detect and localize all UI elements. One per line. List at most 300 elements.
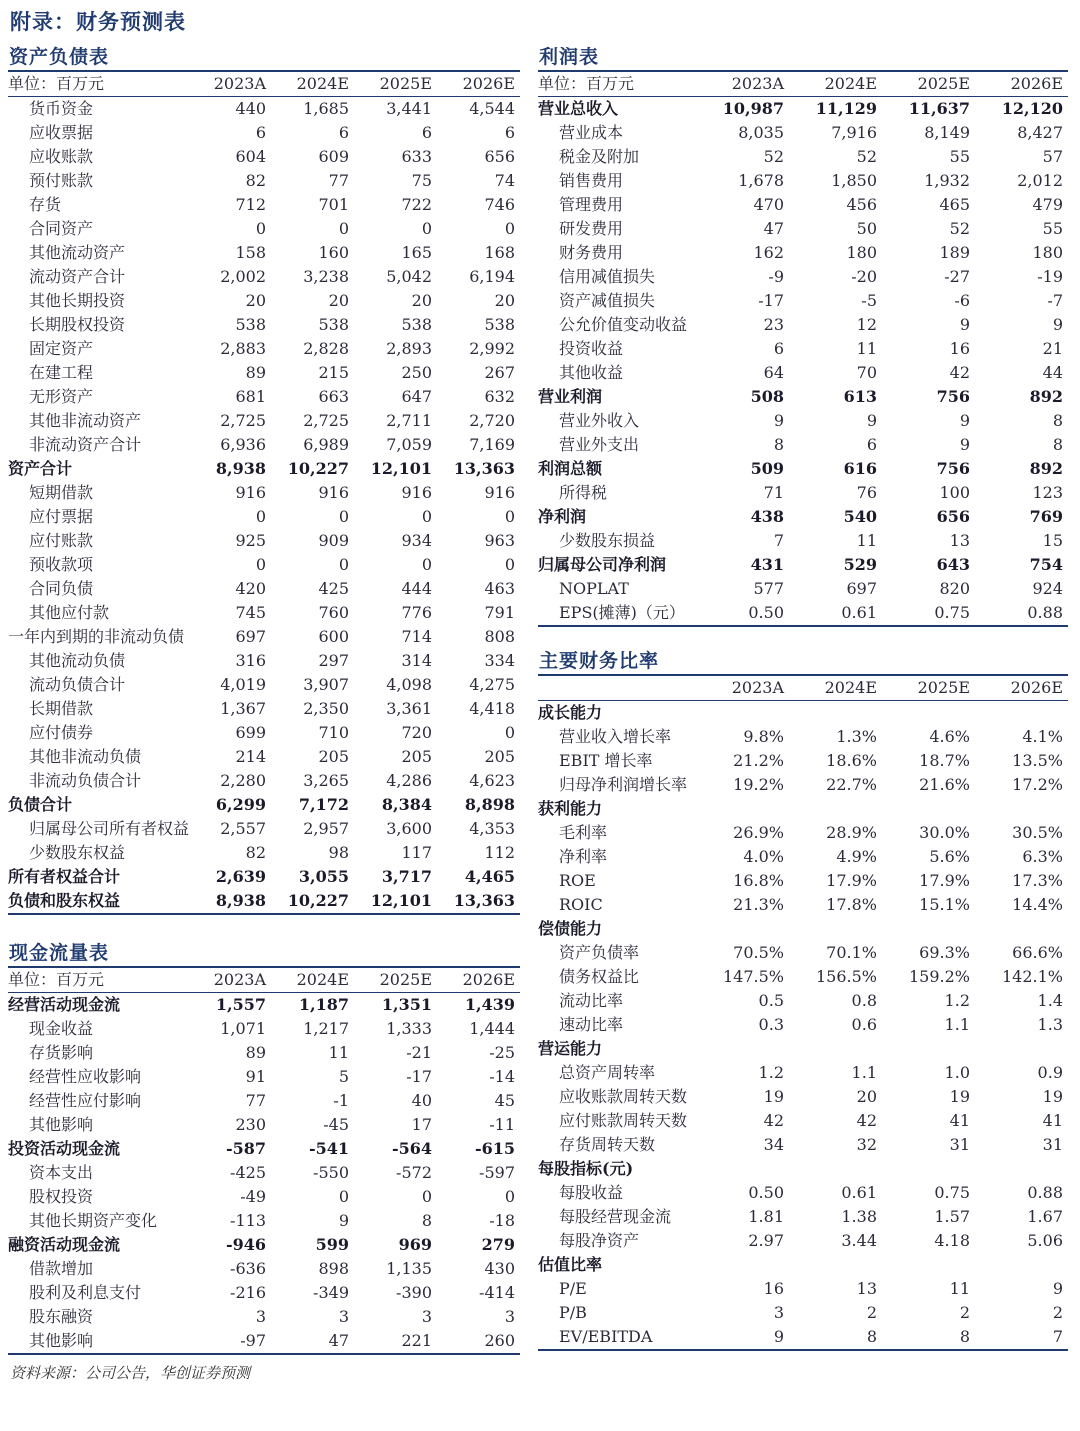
section-row [538,701,1068,726]
row-label: 存货周转天数 [559,1135,656,1154]
row-value: 0.50 [748,603,784,622]
row-value [975,1253,1068,1277]
row-label: 其他长期资产变化 [29,1211,158,1230]
row-value: -636 [230,1259,266,1278]
row-label: 少数股东权益 [29,843,126,862]
row-label: 经营活动现金流 [8,995,121,1014]
row-value: 0 [504,1187,515,1206]
row-value: 4,623 [469,771,515,790]
header-unit-label: 单位：百万元 [8,968,188,993]
row-value: 0 [255,507,266,526]
row-value: 6,936 [220,435,266,454]
table-row [8,793,520,817]
row-value: 20 [494,291,515,310]
row-value: 0 [255,555,266,574]
row-value: 6.3% [1022,847,1063,866]
row-value: 9 [959,315,970,334]
row-value [696,917,789,941]
row-value: 3 [338,1307,349,1326]
row-value: 250 [401,363,432,382]
row-value: -113 [230,1211,266,1230]
row-value: 8,384 [381,795,432,814]
row-label: 现金收益 [29,1019,94,1038]
financial-ratios-panel [538,648,1068,1351]
balance-sheet-panel [8,44,520,915]
row-value: 205 [318,747,349,766]
row-value: 8,938 [215,459,266,478]
row-value: -45 [323,1115,349,1134]
row-value: 26.9% [733,823,784,842]
row-value [696,797,789,821]
row-value: -587 [225,1139,266,1158]
row-label: 其他长期投资 [29,291,126,310]
row-value: 916 [235,483,266,502]
table-row [538,577,1068,601]
row-value: 31 [1042,1135,1063,1154]
table-row [538,265,1068,289]
row-value: -615 [474,1139,515,1158]
row-value: 697 [846,579,877,598]
row-value: 28.9% [826,823,877,842]
row-value: 11 [856,531,877,550]
row-value: 6,299 [215,795,266,814]
row-value: 13 [856,1279,877,1298]
row-label: 一年内到期的非流动负债 [8,627,185,646]
row-value: 9 [959,411,970,430]
row-value: 2,720 [469,411,515,430]
row-value: 45 [494,1091,515,1110]
row-value: 77 [328,171,349,190]
row-value: 0 [504,507,515,526]
row-value: 41 [949,1111,970,1130]
row-value: 70 [856,363,877,382]
table-row [538,481,1068,505]
row-value: 0 [504,723,515,742]
row-value: 13,363 [453,891,515,910]
row-value: 21.3% [733,895,784,914]
row-value: 21 [1042,339,1063,358]
row-value: -19 [1037,267,1063,286]
row-value: 50 [856,219,877,238]
row-value: 42 [949,363,970,382]
row-label: 营业利润 [538,387,603,406]
row-value: 6 [773,339,784,358]
row-value: 9 [866,411,877,430]
row-value: 430 [484,1259,515,1278]
row-value: 11,129 [815,99,877,118]
table-row [8,361,520,385]
row-value [696,1157,789,1181]
row-value: 710 [318,723,349,742]
row-value: 9 [338,1211,349,1230]
row-value: 1.67 [1027,1207,1063,1226]
row-label: 营业外收入 [559,411,640,430]
row-value: 30.5% [1012,823,1063,842]
table-row [538,749,1068,773]
page-title: 附录：财务预测表 [10,9,186,34]
row-value: 538 [318,315,349,334]
row-value: 1,685 [303,99,349,118]
row-value: 12,101 [370,459,432,478]
row-value: 5,042 [386,267,432,286]
table-row [8,145,520,169]
table-row [8,721,520,745]
row-label: 非流动负债合计 [29,771,142,790]
row-value: 5 [338,1067,349,1086]
section-row [538,1253,1068,1277]
table-row [538,1061,1068,1085]
row-value: 2,012 [1017,171,1063,190]
section-row [538,1037,1068,1061]
row-value: 4,275 [469,675,515,694]
row-value: -17 [406,1067,432,1086]
row-value: 18.6% [826,751,877,770]
row-value: 279 [481,1235,515,1254]
row-value: 12,101 [370,891,432,910]
row-value: 616 [843,459,877,478]
row-value: 0.3 [758,1015,784,1034]
row-value: 647 [401,387,432,406]
row-value: 44 [1042,363,1063,382]
row-value: 31 [949,1135,970,1154]
row-value: 66.6% [1012,943,1063,962]
table-row [538,217,1068,241]
row-label: 预付账款 [29,171,94,190]
row-label: 合同资产 [29,219,94,238]
row-value: 297 [318,651,349,670]
row-value: 2,280 [220,771,266,790]
row-value: 754 [1029,555,1063,574]
row-value: -11 [489,1115,515,1134]
header-year: 2023A [696,676,789,701]
row-value: -97 [240,1331,266,1350]
row-value [696,701,789,726]
row-label: 负债和股东权益 [8,891,121,910]
income-statement-table [538,72,1068,625]
row-label: ROIC [559,895,603,914]
row-value: 712 [235,195,266,214]
row-value: -216 [230,1283,266,1302]
row-label: 固定资产 [29,339,94,358]
row-value: 746 [484,195,515,214]
source-note: 资料来源：公司公告，华创证券预测 [10,1364,251,1382]
row-value: 2,725 [303,411,349,430]
header-year: 2026E [437,72,520,97]
row-value: 34 [763,1135,784,1154]
row-value: 465 [939,195,970,214]
row-value: 142.1% [1001,967,1063,986]
row-label: 负债合计 [8,795,73,814]
table-row [8,481,520,505]
row-label: 应收票据 [29,123,94,142]
row-value: -17 [758,291,784,310]
row-value: 316 [235,651,266,670]
row-value: -14 [489,1067,515,1086]
row-value: 643 [936,555,970,574]
table-row [538,457,1068,481]
row-value: 791 [484,603,515,622]
row-value [882,1157,975,1181]
table-row [8,385,520,409]
row-label: 所有者权益合计 [8,867,121,886]
row-value: 699 [235,723,266,742]
row-value: 3,055 [298,867,349,886]
row-value: 30.0% [919,823,970,842]
table-row [8,409,520,433]
row-value: 41 [1042,1111,1063,1130]
row-label: ROE [559,871,596,890]
row-value: 0.5 [758,991,784,1010]
row-label: 营业收入增长率 [559,727,672,746]
row-value: 47 [763,219,784,238]
table-row [538,1229,1068,1253]
row-label: 股利及利息支付 [29,1283,142,1302]
row-value: 463 [484,579,515,598]
row-value: 18.7% [919,751,970,770]
row-value [975,1157,1068,1181]
row-value: 1.3% [836,727,877,746]
row-value: 100 [939,483,970,502]
row-value: 57 [1042,147,1063,166]
table-row [538,965,1068,989]
row-value: 1.1 [851,1063,877,1082]
row-value: 4.18 [934,1231,970,1250]
row-value: 720 [401,723,432,742]
header-year: 2025E [882,72,975,97]
row-value: 221 [401,1331,432,1350]
row-value: 3 [421,1307,432,1326]
section-row [538,1157,1068,1181]
table-row [8,1065,520,1089]
row-value: 1,367 [220,699,266,718]
row-value: 1.0 [944,1063,970,1082]
row-value [789,797,882,821]
row-label: 股权投资 [29,1187,94,1206]
row-value: 4,098 [386,675,432,694]
row-value: 2 [866,1303,877,1322]
table-row [538,145,1068,169]
row-value: 969 [398,1235,432,1254]
row-value: 17 [411,1115,432,1134]
row-value: 4.6% [929,727,970,746]
row-label: 合同负债 [29,579,94,598]
table-row [8,841,520,865]
table-row [8,745,520,769]
row-value: 6 [255,123,266,142]
row-value: 6 [338,123,349,142]
row-value: -946 [225,1235,266,1254]
row-value: 722 [401,195,432,214]
row-value: 6 [504,123,515,142]
row-label: 应收账款 [29,147,94,166]
row-value: 19 [763,1087,784,1106]
row-value: 0 [338,1187,349,1206]
table-row [8,1137,520,1161]
row-value: 681 [235,387,266,406]
row-value: 609 [318,147,349,166]
table-row [8,1233,520,1257]
row-value: 470 [753,195,784,214]
row-value: 963 [484,531,515,550]
row-value: 1,557 [215,995,266,1014]
row-value: 74 [494,171,515,190]
row-value: -425 [230,1163,266,1182]
row-value: 0 [421,219,432,238]
row-label: 财务费用 [559,243,624,262]
row-label: 净利率 [559,847,608,866]
table-row [538,845,1068,869]
row-value: 0.61 [841,603,877,622]
row-label: 投资活动现金流 [8,1139,121,1158]
header-year: 2026E [975,676,1068,701]
table-row [538,1085,1068,1109]
row-value: 11 [949,1279,970,1298]
row-value: 70.1% [826,943,877,962]
table-row [8,1089,520,1113]
row-label: 流动负债合计 [29,675,126,694]
row-value: 158 [235,243,266,262]
row-label: P/E [559,1279,587,1298]
row-label: 管理费用 [559,195,624,214]
row-value: 0.50 [748,1183,784,1202]
table-row [8,1017,520,1041]
row-value: 11 [328,1043,349,1062]
table-row [538,1133,1068,1157]
table-row [8,121,520,145]
row-value: 0.9 [1037,1063,1063,1082]
row-value: 8,938 [215,891,266,910]
row-value [975,797,1068,821]
table-row [538,529,1068,553]
row-value [882,917,975,941]
header-unit-label: 单位：百万元 [8,72,188,97]
table-row [8,1185,520,1209]
row-value: 314 [401,651,432,670]
balance-sheet-title: 资产负债表 [8,44,520,72]
row-value: 599 [315,1235,349,1254]
row-value: 162 [753,243,784,262]
row-value: 17.3% [1012,871,1063,890]
row-value: 89 [245,1043,266,1062]
row-value: 3,441 [386,99,432,118]
row-value: 9 [959,435,970,454]
row-value: 1,351 [381,995,432,1014]
header-year: 2024E [271,968,354,993]
row-label: P/B [559,1303,587,1322]
row-value: 5.06 [1027,1231,1063,1250]
row-label: 其他应付款 [29,603,110,622]
row-label: 少数股东损益 [559,531,656,550]
row-value: 1.1 [944,1015,970,1034]
row-value: 3 [255,1307,266,1326]
row-value: 8,035 [738,123,784,142]
row-value: 0.88 [1027,603,1063,622]
row-label: 在建工程 [29,363,94,382]
row-value: 577 [753,579,784,598]
row-value: -6 [954,291,970,310]
row-value: 91 [245,1067,266,1086]
row-value: -349 [313,1283,349,1302]
row-value: 3,907 [303,675,349,694]
table-row [8,697,520,721]
table-row [538,725,1068,749]
row-value: 7 [773,531,784,550]
table-row [8,433,520,457]
row-value: 714 [401,627,432,646]
row-value: 7,172 [298,795,349,814]
financial-ratios-table [538,676,1068,1349]
income-statement-title: 利润表 [538,44,1068,72]
row-value: 600 [318,627,349,646]
row-value: 168 [484,243,515,262]
section-row [538,797,1068,821]
row-value [975,917,1068,941]
row-value: 509 [750,459,784,478]
row-value: 8 [866,1327,877,1346]
row-label: 税金及附加 [559,147,640,166]
row-value: 334 [484,651,515,670]
row-value: 180 [1032,243,1063,262]
table-row [8,457,520,481]
row-value: 538 [401,315,432,334]
row-value [882,1037,975,1061]
row-label: 资产负债率 [559,943,640,962]
row-label: 其他影响 [29,1331,94,1350]
row-value: 70.5% [733,943,784,962]
row-value: 2,002 [220,267,266,286]
row-value: 508 [750,387,784,406]
row-label: 归母净利润增长率 [559,775,688,794]
row-value: 21.2% [733,751,784,770]
row-value: -541 [308,1139,349,1158]
row-value: 13 [949,531,970,550]
row-label: EBIT 增长率 [559,751,653,770]
row-label: 其他影响 [29,1115,94,1134]
row-value: 2 [1052,1303,1063,1322]
table-row [8,769,520,793]
row-value: 934 [401,531,432,550]
row-label: 营业总收入 [538,99,619,118]
row-value: 3,265 [303,771,349,790]
header-year: 2025E [354,72,437,97]
row-value: -550 [313,1163,349,1182]
row-value: 0 [421,555,432,574]
row-value: 55 [1042,219,1063,238]
row-value: 20 [328,291,349,310]
header-year: 2024E [271,72,354,97]
cash-flow-title: 现金流量表 [8,940,520,968]
row-value: 2,557 [220,819,266,838]
row-value: 2,639 [215,867,266,886]
row-label: 无形资产 [29,387,94,406]
section-row [538,917,1068,941]
row-value: 924 [1032,579,1063,598]
row-value: -18 [489,1211,515,1230]
row-value: 69.3% [919,943,970,962]
row-value: 12,120 [1001,99,1063,118]
table-row [8,241,520,265]
table-row [538,1205,1068,1229]
row-value [975,701,1068,726]
table-row [538,1277,1068,1301]
balance-sheet-bottom-rule [8,913,520,915]
table-row [8,1161,520,1185]
row-value: 0.8 [851,991,877,1010]
row-value: 6,194 [469,267,515,286]
row-label: 应付债券 [29,723,94,742]
row-label: 应付票据 [29,507,94,526]
row-label: 利润总额 [538,459,603,478]
